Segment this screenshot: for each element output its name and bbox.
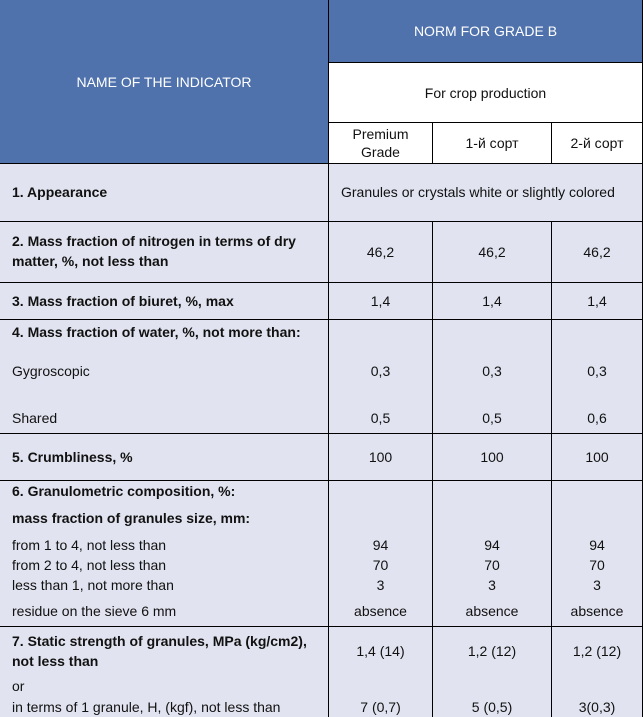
granulometric-label: 6. Granulometric composition, %: bbox=[12, 483, 236, 499]
crumbliness-grade1-cell bbox=[433, 434, 552, 481]
strength-label-cell bbox=[0, 627, 329, 717]
biuret-label: 3. Mass fraction of biuret, %, max bbox=[12, 293, 234, 309]
strength-alt-grade1-value: 5 (0,5) bbox=[471, 699, 513, 715]
water-premium-cell bbox=[329, 320, 433, 434]
crumbliness-label-cell bbox=[0, 434, 329, 481]
grade2-text: 2-й сорт bbox=[570, 135, 624, 151]
granule-1-4-grade2: 94 bbox=[589, 537, 605, 553]
premium-grade-header bbox=[329, 123, 433, 164]
nitrogen-grade2-value: 46,2 bbox=[583, 244, 611, 260]
strength-grade2-cell bbox=[552, 627, 643, 717]
water-label-cell bbox=[0, 320, 329, 434]
appearance-value-cell bbox=[329, 164, 643, 222]
strength-grade2-value: 1,2 (12) bbox=[572, 643, 622, 659]
gygroscopic-premium-value: 0,3 bbox=[370, 363, 391, 379]
water-grade2-cell bbox=[552, 320, 643, 434]
appearance-label: 1. Appearance bbox=[12, 184, 108, 200]
sieve-residue-premium: absence bbox=[354, 603, 407, 619]
crumbliness-grade2-cell bbox=[552, 434, 643, 481]
biuret-grade1-value: 1,4 bbox=[482, 293, 502, 309]
nitrogen-premium-cell bbox=[329, 222, 433, 283]
premium-line1: Premium bbox=[352, 126, 409, 142]
strength-grade1-value: 1,2 (12) bbox=[467, 643, 517, 659]
grade2-header bbox=[552, 123, 643, 164]
granule-lt1-grade1: 3 bbox=[488, 577, 496, 593]
granule-1-4-grade1: 94 bbox=[484, 537, 500, 553]
strength-premium-value: 1,4 (14) bbox=[356, 643, 405, 659]
gygroscopic-label: Gygroscopic bbox=[12, 363, 90, 379]
shared-grade1-value: 0,5 bbox=[482, 410, 502, 426]
granulometric-grade2-cell bbox=[552, 481, 643, 627]
water-grade1-cell bbox=[433, 320, 552, 434]
premium-line2: Grade bbox=[361, 144, 400, 160]
norm-header bbox=[329, 0, 643, 63]
nitrogen-premium-value: 46,2 bbox=[366, 244, 395, 260]
granule-lt1-label: less than 1, not more than bbox=[12, 577, 174, 593]
granule-1-4-label: from 1 to 4, not less than bbox=[12, 537, 167, 553]
water-label: 4. Mass fraction of water, %, not more than: bbox=[12, 324, 301, 340]
strength-alt-premium-value: 7 (0,7) bbox=[360, 699, 401, 715]
nitrogen-label-line1: 2. Mass fraction of nitrogen in terms of dry bbox=[12, 233, 296, 249]
shared-grade2-value: 0,6 bbox=[587, 410, 607, 426]
crumbliness-premium-cell bbox=[329, 434, 433, 481]
strength-label-line1: 7. Static strength of granules, MPa (kg/cm2), bbox=[12, 633, 307, 649]
biuret-grade2-cell bbox=[552, 283, 643, 320]
gygroscopic-grade1-value: 0,3 bbox=[482, 363, 502, 379]
sieve-residue-grade1: absence bbox=[465, 603, 519, 619]
biuret-premium-value: 1,4 bbox=[370, 293, 391, 309]
crumbliness-grade2-value: 100 bbox=[585, 449, 609, 465]
shared-premium-value: 0,5 bbox=[370, 410, 391, 426]
granule-2-4-label: from 2 to 4, not less than bbox=[12, 557, 167, 573]
crop-production-text: For crop production bbox=[424, 84, 547, 101]
indicator-name-header-text: NAME OF THE INDICATOR bbox=[76, 73, 252, 90]
strength-grade1-cell bbox=[433, 627, 552, 717]
granulometric-premium-cell bbox=[329, 481, 433, 627]
strength-label-line2: not less than bbox=[12, 653, 99, 669]
crumbliness-premium-value: 100 bbox=[368, 449, 393, 465]
appearance-value: Granules or crystals white or slightly colored bbox=[341, 184, 615, 200]
crop-production-header bbox=[329, 63, 643, 123]
strength-alt-label: in terms of 1 granule, H, (kgf), not less than bbox=[12, 699, 281, 715]
strength-alt-grade2-value: 3(0,3) bbox=[578, 699, 616, 715]
granule-1-4-premium: 94 bbox=[372, 537, 389, 553]
nitrogen-grade1-value: 46,2 bbox=[478, 244, 506, 260]
nitrogen-grade2-cell bbox=[552, 222, 643, 283]
granulometric-grade1-cell bbox=[433, 481, 552, 627]
granule-lt1-grade2: 3 bbox=[593, 577, 601, 593]
granulometric-sublabel: mass fraction of granules size, mm: bbox=[12, 510, 251, 526]
shared-label: Shared bbox=[12, 410, 58, 426]
gygroscopic-grade2-value: 0,3 bbox=[587, 363, 607, 379]
granulometric-label-cell bbox=[0, 481, 329, 627]
grade1-header bbox=[433, 123, 552, 164]
biuret-label-cell bbox=[0, 283, 329, 320]
grade1-text: 1-й сорт bbox=[465, 135, 519, 151]
granule-2-4-grade2: 70 bbox=[589, 557, 605, 573]
strength-or-label: or bbox=[12, 678, 25, 694]
biuret-premium-cell bbox=[329, 283, 433, 320]
biuret-grade1-cell bbox=[433, 283, 552, 320]
indicator-name-header bbox=[0, 0, 329, 164]
granule-2-4-grade1: 70 bbox=[484, 557, 500, 573]
granule-lt1-premium: 3 bbox=[376, 577, 385, 593]
crumbliness-grade1-value: 100 bbox=[480, 449, 504, 465]
crumbliness-label: 5. Crumbliness, % bbox=[12, 449, 133, 465]
strength-premium-cell bbox=[329, 627, 433, 717]
sieve-residue-grade2: absence bbox=[570, 603, 624, 619]
nitrogen-label-cell bbox=[0, 222, 329, 283]
sieve-residue-label: residue on the sieve 6 mm bbox=[12, 603, 177, 619]
norm-header-text: NORM FOR GRADE B bbox=[413, 23, 558, 39]
granule-2-4-premium: 70 bbox=[372, 557, 389, 573]
nitrogen-grade1-cell bbox=[433, 222, 552, 283]
biuret-grade2-value: 1,4 bbox=[587, 293, 607, 309]
appearance-label-cell bbox=[0, 164, 329, 222]
nitrogen-label-line2: matter, %, not less than bbox=[12, 253, 169, 269]
